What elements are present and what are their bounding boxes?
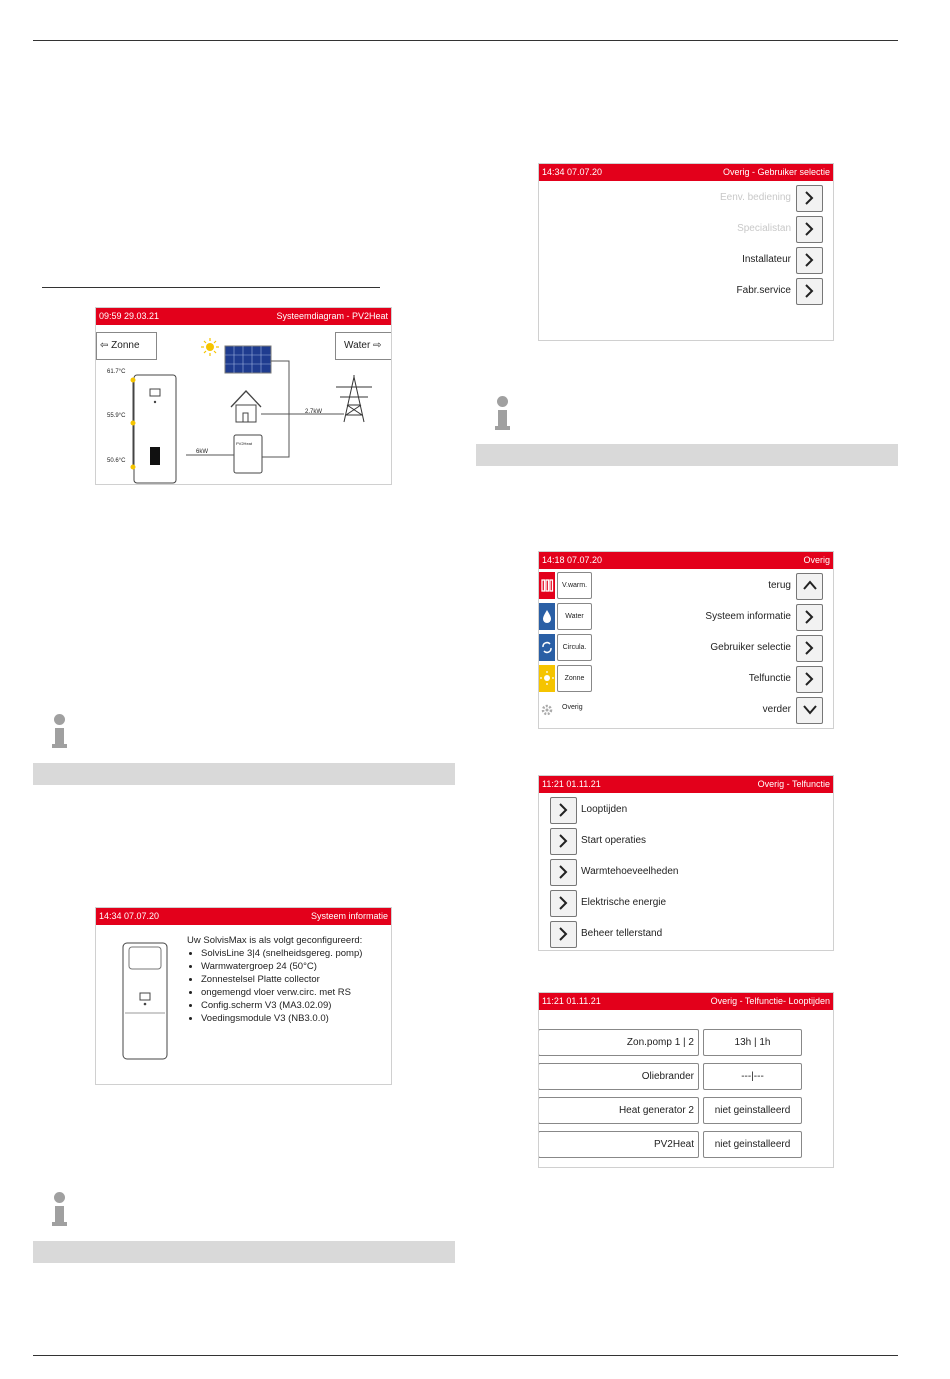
sysinfo-list [187, 947, 387, 1025]
runtime-button[interactable] [550, 797, 577, 824]
user-option-installer-button[interactable] [796, 247, 823, 274]
counter-option-label: Warmtehoeveelheden [581, 866, 679, 877]
menu-label: Gebruiker selectie [710, 642, 791, 653]
screen-system-diagram [95, 307, 392, 485]
list-item: • ongemengd vloer verw.circ. met RS [201, 986, 387, 999]
chevron-right-icon [803, 222, 815, 236]
system-info-button[interactable] [796, 604, 823, 631]
gear-icon [539, 696, 555, 723]
screen-time: 11:21 01.11.21 [542, 996, 601, 1006]
section-bar [33, 1241, 455, 1263]
user-option-label: Installateur [742, 254, 791, 265]
solvismax-unit-icon [121, 941, 169, 1061]
chevron-right-icon [557, 865, 569, 879]
circulation-icon [539, 634, 555, 661]
screen-header [539, 552, 833, 569]
menu-label: Telfunctie [748, 673, 791, 684]
list-item: • Voedingsmodule V3 (NB3.0.0) [201, 1012, 387, 1025]
runtime-value: 13h | 1h [703, 1029, 802, 1056]
counter-management-button[interactable] [550, 921, 577, 948]
screen-title: Overig - Telfunctie [757, 779, 830, 789]
screen-time: 09:59 29.03.21 [99, 311, 160, 321]
screen-header [539, 164, 833, 181]
chevron-right-icon [803, 610, 815, 624]
temp-top: 61.7°C [107, 369, 126, 375]
power-pylon-icon [336, 375, 372, 422]
screen-time: 11:21 01.11.21 [542, 779, 601, 789]
temp-bot: 50.6°C [107, 458, 126, 464]
sun-icon [539, 665, 555, 692]
info-icon [493, 396, 513, 432]
chevron-right-icon [557, 834, 569, 848]
screen-runtimes [538, 992, 834, 1168]
side-tab-label: Water [557, 603, 592, 630]
runtime-value: ---|--- [703, 1063, 802, 1090]
house-icon [231, 391, 261, 422]
side-tab-label: Circula. [557, 634, 592, 661]
bottom-rule [33, 1355, 898, 1356]
system-diagram [96, 325, 391, 484]
side-tab-other[interactable] [539, 696, 592, 723]
counter-option-label: Beheer tellerstand [581, 928, 663, 939]
runtime-name: Heat generator 2 [538, 1097, 699, 1124]
sysinfo-intro: Uw SolvisMax is als volgt geconfigureerd: [187, 935, 363, 946]
water-drop-icon [539, 603, 555, 630]
chevron-right-icon [803, 191, 815, 205]
counter-option-label: Start operaties [581, 835, 647, 846]
chevron-up-icon [803, 579, 817, 591]
screen-title: Systeemdiagram - PV2Heat [276, 311, 388, 321]
chevron-right-icon [803, 641, 815, 655]
scroll-up-button[interactable] [796, 573, 823, 600]
counter-option-label: Looptijden [581, 804, 628, 815]
screen-title: Systeem informatie [310, 911, 388, 921]
chevron-right-icon [557, 927, 569, 941]
screen-telfunctie [538, 775, 834, 951]
chevron-right-icon [557, 896, 569, 910]
screen-title: Overig - Telfunctie- Looptijden [710, 996, 830, 1006]
runtime-name: Zon.pomp 1 | 2 [538, 1029, 699, 1056]
start-operations-button[interactable] [550, 828, 577, 855]
electric-energy-button[interactable] [550, 890, 577, 917]
screen-title: Overig [803, 555, 830, 565]
screen-header [539, 776, 833, 793]
storage-tank-icon [131, 375, 177, 483]
section-bar [33, 763, 455, 785]
chevron-right-icon [803, 672, 815, 686]
side-tab-heating[interactable] [539, 572, 592, 599]
menu-label: terug [768, 580, 791, 591]
counter-option-label: Elektrische energie [581, 897, 667, 908]
chevron-right-icon [557, 803, 569, 817]
list-item: • Warmwatergroep 24 (50°C) [201, 960, 387, 973]
side-tab-water[interactable] [539, 603, 592, 630]
counter-function-button[interactable] [796, 666, 823, 693]
screen-time: 14:18 07.07.20 [542, 555, 603, 565]
list-item: • Config.scherm V3 (MA3.02.09) [201, 999, 387, 1012]
water-button[interactable]: Water ⇨ [335, 332, 392, 360]
user-option-label: Fabr.service [736, 285, 791, 296]
info-icon [50, 1192, 70, 1228]
radiator-icon [539, 572, 555, 599]
runtime-value: niet geinstalleerd [703, 1097, 802, 1124]
pv2heat-label: PV2Heat [236, 441, 253, 446]
screen-overig [538, 551, 834, 729]
side-tab-label: Zonne [557, 665, 592, 692]
top-rule [33, 40, 898, 41]
side-tab-solar[interactable] [539, 665, 592, 692]
user-option-simple-button[interactable] [796, 185, 823, 212]
scroll-down-button[interactable] [796, 697, 823, 724]
list-item: • SolvisLine 3|4 (snelheidsgereg. pomp) [201, 947, 387, 960]
side-tab-label: Overig [562, 704, 583, 711]
section-rule [42, 287, 380, 288]
heater-power: 6kW [196, 449, 208, 455]
user-option-factory-button[interactable] [796, 278, 823, 305]
heat-quantities-button[interactable] [550, 859, 577, 886]
screen-time: 14:34 07.07.20 [542, 167, 603, 177]
list-item: • Zonnestelsel Platte collector [201, 973, 387, 986]
user-option-label: Eenv. bediening [720, 192, 791, 203]
runtime-value: niet geinstalleerd [703, 1131, 802, 1158]
chevron-right-icon [803, 284, 815, 298]
runtime-name: PV2Heat [538, 1131, 699, 1158]
screen-user-selection [538, 163, 834, 341]
screen-time: 14:34 07.07.20 [99, 911, 160, 921]
sun-icon [201, 338, 219, 356]
screen-header [96, 308, 391, 325]
temp-mid: 55.9°C [107, 413, 126, 419]
screen-header [96, 908, 391, 925]
side-tab-label: V.warm. [557, 572, 592, 599]
screen-title: Overig - Gebruiker selectie [722, 167, 830, 177]
side-tab-circulation[interactable] [539, 634, 592, 661]
grid-power: 2.7kW [305, 409, 323, 415]
chevron-down-icon [803, 703, 817, 715]
screen-system-info [95, 907, 392, 1085]
solar-panel-icon [225, 346, 271, 373]
user-option-label: Specialistan [737, 223, 791, 234]
user-selection-button[interactable] [796, 635, 823, 662]
section-bar [476, 444, 898, 466]
user-option-specialist-button[interactable] [796, 216, 823, 243]
info-icon [50, 714, 70, 750]
menu-label: verder [762, 704, 791, 715]
runtime-name: Oliebrander [538, 1063, 699, 1090]
menu-label: Systeem informatie [705, 611, 791, 622]
screen-header [539, 993, 833, 1010]
chevron-right-icon [803, 253, 815, 267]
zonne-button[interactable]: ⇦ Zonne [96, 332, 157, 360]
